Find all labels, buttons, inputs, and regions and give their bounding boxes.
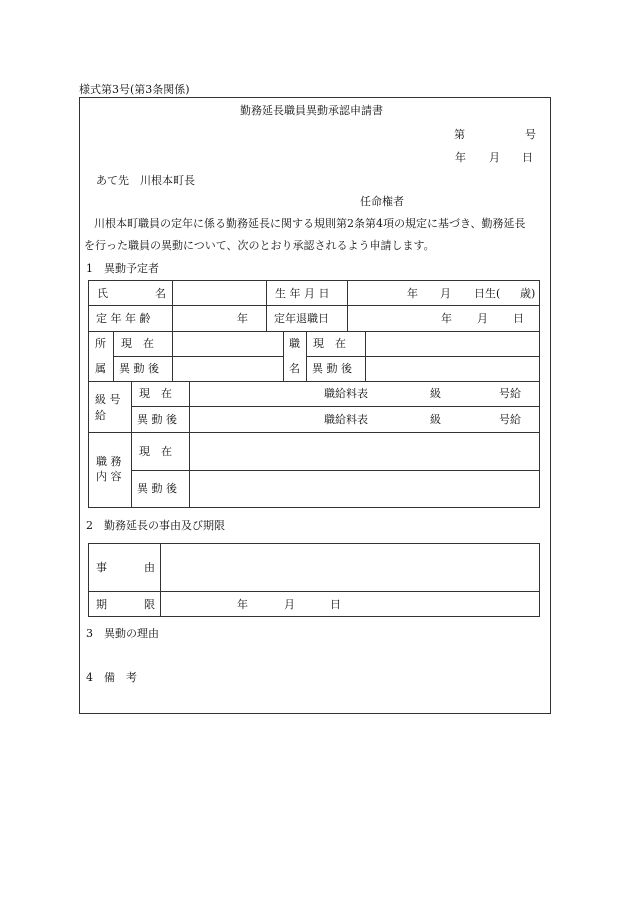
date-month: 月 <box>489 151 500 164</box>
affiliation-label-1: 所 <box>95 337 106 350</box>
retirement-age-unit: 年 <box>237 312 248 325</box>
retirement-age-label: 定 年 年 齢 <box>96 312 151 325</box>
birth-age: 歳) <box>520 287 536 300</box>
document-title: 勤務延長職員異動承認申請書 <box>240 104 383 117</box>
birth-year: 年 <box>407 287 418 300</box>
position-after-label: 異 動 後 <box>312 362 352 375</box>
section-4-heading: 4 備 考 <box>86 671 137 684</box>
grade-gokyu-after: 号給 <box>499 413 521 426</box>
reason-label-1: 事 <box>96 561 107 574</box>
name-label-mei: 名 <box>155 287 166 300</box>
position-current-label: 現 在 <box>313 337 346 350</box>
affiliation-current-label: 現 在 <box>121 337 154 350</box>
position-label-1: 職 <box>289 337 300 350</box>
duty-after-label: 異 動 後 <box>137 482 177 495</box>
name-label-shi: 氏 <box>97 287 108 300</box>
retirement-day: 日 <box>513 312 524 325</box>
body-text-line1: 川根本町職員の定年に係る勤務延長に関する規則第2条第4項の規定に基づき、勤務延長 <box>94 217 526 230</box>
term-label-2: 限 <box>144 598 155 611</box>
number-dai: 第 <box>454 128 465 141</box>
term-label-1: 期 <box>96 598 107 611</box>
affiliation-label-2: 属 <box>95 362 106 375</box>
retirement-year: 年 <box>441 312 452 325</box>
retirement-date-label: 定年退職日 <box>274 312 329 325</box>
grade-salary-label-1: 級 号 <box>95 393 121 406</box>
appointer-label: 任命権者 <box>360 195 404 208</box>
birth-month: 月 <box>440 287 451 300</box>
reason-label-2: 由 <box>144 561 155 574</box>
date-day: 日 <box>522 151 533 164</box>
grade-kyu-current: 級 <box>430 387 441 400</box>
term-year: 年 <box>237 598 248 611</box>
number-go: 号 <box>525 128 536 141</box>
position-label-2: 名 <box>289 362 300 375</box>
term-month: 月 <box>284 598 295 611</box>
grade-kyu-after: 級 <box>430 413 441 426</box>
grade-after-label: 異 動 後 <box>137 413 177 426</box>
section-1-heading: 1 異動予定者 <box>86 262 159 275</box>
grade-current-label: 現 在 <box>139 387 172 400</box>
birth-day: 日生( <box>474 287 501 300</box>
duty-current-label: 現 在 <box>139 445 172 458</box>
salary-table-after: 職給料表 <box>324 413 368 426</box>
addressee: あて先 川根本町長 <box>96 174 195 187</box>
date-year: 年 <box>455 151 466 164</box>
birthdate-label: 生 年 月 日 <box>275 287 330 300</box>
body-text-line2: を行った職員の異動について、次のとおり承認されるよう申請します。 <box>84 239 435 252</box>
grade-gokyu-current: 号給 <box>499 387 521 400</box>
duty-content-label-2: 内 容 <box>96 470 122 483</box>
affiliation-after-label: 異 動 後 <box>119 362 159 375</box>
duty-content-label-1: 職 務 <box>96 455 122 468</box>
salary-table-current: 職給料表 <box>324 387 368 400</box>
retirement-month: 月 <box>477 312 488 325</box>
term-day: 日 <box>330 598 341 611</box>
grade-salary-label-2: 給 <box>95 409 106 422</box>
form-number-label: 様式第3号(第3条関係) <box>79 83 190 96</box>
section-3-heading: 3 異動の理由 <box>86 627 159 640</box>
section-2-heading: 2 勤務延長の事由及び期限 <box>86 519 225 532</box>
